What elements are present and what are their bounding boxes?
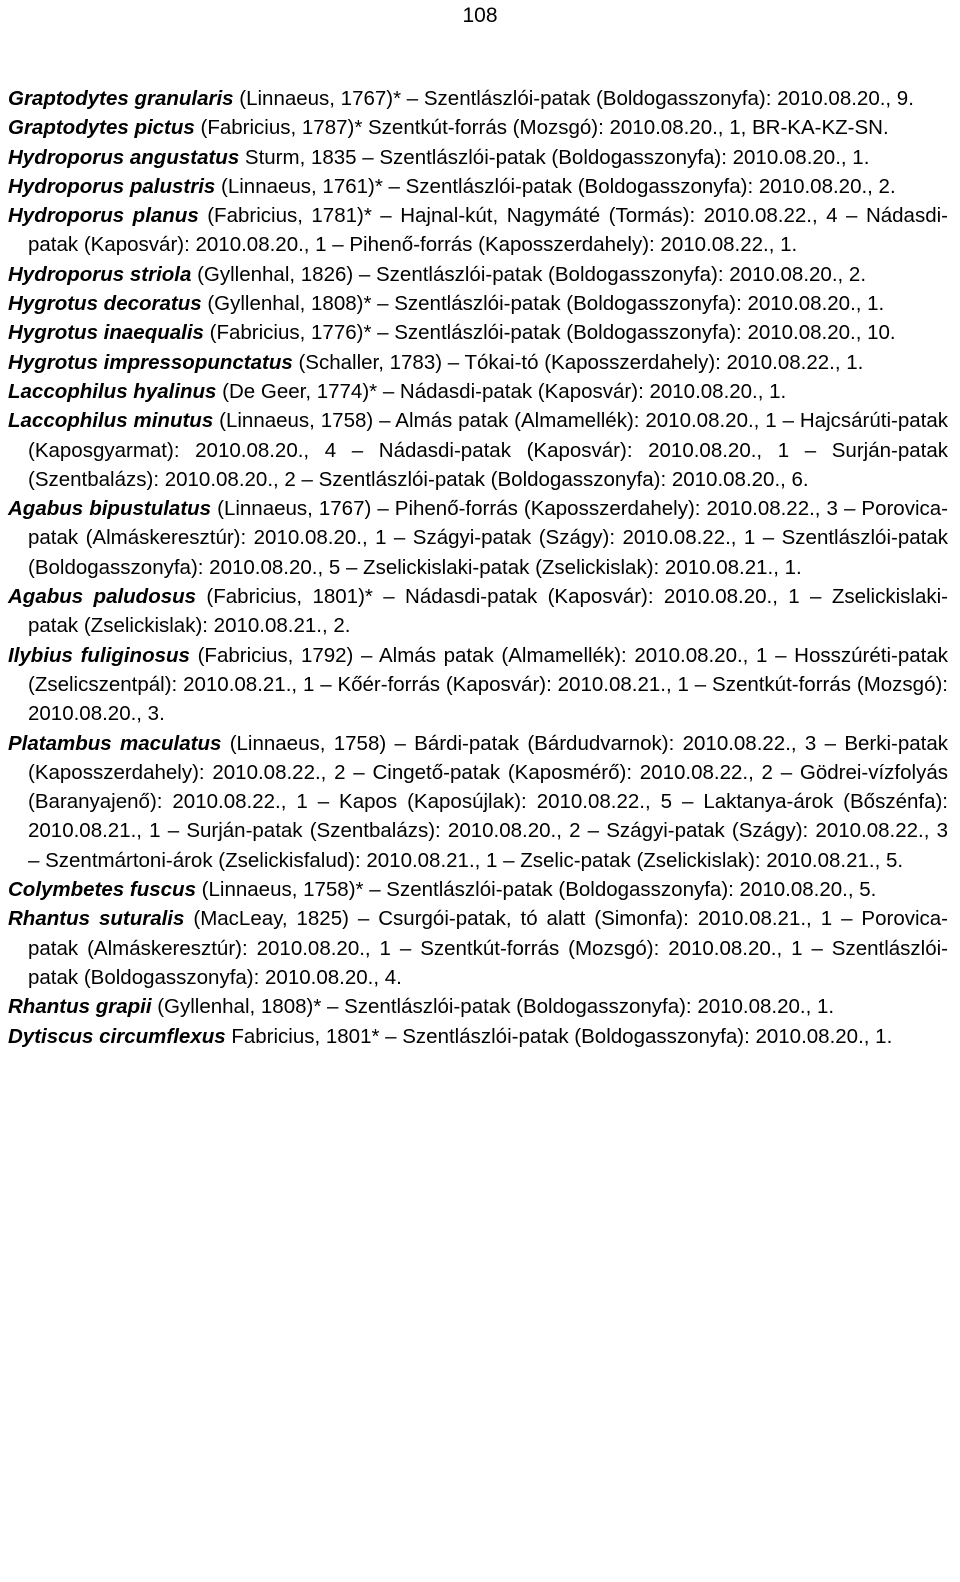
species-records: (De Geer, 1774)* – Nádasdi-patak (Kaposvár): 2010.08.20., 1. [216,379,787,403]
species-name: Ilybius fuliginosus [8,643,190,667]
species-records: (Fabricius, 1801)* – Nádasdi-patak (Kaposvár): 2010.08.20., 1 – Zselickislaki-patak (Zselickislak): 2010.08.21., 2. [28,585,948,638]
species-entry [8,113,948,142]
species-records: (Linnaeus, 1767)* – Szentlászlói-patak (Boldogasszonyfa): 2010.08.20., 9. [233,87,914,110]
species-name: Agabus bipustulatus [8,497,212,521]
species-name: Laccophilus hyalinus [8,379,217,403]
species-records: (MacLeay, 1825) – Csurgói-patak, tó alatt (Simonfa): 2010.08.21., 1 – Porovica-patak (Almáskeresztúr): 2010.08.20., 1 – Szentkút-forrás (Mozsgó): 2010.08.20., 1 – Szentlászlói-patak (Boldogasszonyfa): 2010.08.20., 4. [28,907,949,989]
species-entry [8,875,948,904]
species-name: Hydroporus palustris [8,174,216,198]
species-name: Graptodytes pictus [8,116,195,140]
species-records: (Gyllenhal, 1808)* – Szentlászlói-patak (Boldogasszonyfa): 2010.08.20., 1. [151,995,835,1019]
species-records: (Schaller, 1783) – Tókai-tó (Kaposszerdahely): 2010.08.22., 1. [292,350,864,374]
species-list [8,84,948,1051]
species-name: Dytiscus circumflexus [8,1024,226,1048]
species-records: (Fabricius, 1781)* – Hajnal-kút, Nagymáté (Tormás): 2010.08.22., 4 – Nádasdi-patak (Kaposvár): 2010.08.20., 1 – Pihenő-forrás (Kaposszerdahely): 2010.08.22., 1. [28,204,948,257]
species-name: Hydroporus angustatus [8,145,240,169]
species-entry [8,318,948,347]
species-records: (Fabricius, 1776)* – Szentlászlói-patak (Boldogasszonyfa): 2010.08.20., 10. [203,321,896,345]
species-entry [8,1022,948,1051]
species-records: (Linnaeus, 1761)* – Szentlászlói-patak (Boldogasszonyfa): 2010.08.20., 2. [215,174,896,198]
species-entry [8,201,948,260]
species-records: Fabricius, 1801* – Szentlászlói-patak (Boldogasszonyfa): 2010.08.20., 1. [225,1024,893,1048]
page-number: 108 [462,4,498,27]
species-records: (Linnaeus, 1767) – Pihenő-forrás (Kaposszerdahely): 2010.08.22., 3 – Porovica-patak (Almáskeresztúr): 2010.08.20., 1 – Szágyi-patak (Szágy): 2010.08.22., 1 – Szentlászlói-patak (Boldogasszonyfa): 2010.08.20., 5 – Zselickislaki-patak (Zselickislak): 2010.08.21., 1. [28,497,948,579]
species-entry [8,377,948,406]
species-entry [8,582,948,641]
species-entry [8,904,948,992]
species-records: (Gyllenhal, 1808)* – Szentlászlói-patak (Boldogasszonyfa): 2010.08.20., 1. [201,292,885,316]
species-records: Sturm, 1835 – Szentlászlói-patak (Boldogasszonyfa): 2010.08.20., 1. [239,145,870,169]
species-name: Hygrotus impressopunctatus [8,350,293,374]
species-name: Hygrotus inaequalis [8,321,204,345]
species-name: Hydroporus striola [8,262,192,286]
species-records: (Gyllenhal, 1826) – Szentlászlói-patak (Boldogasszonyfa): 2010.08.20., 2. [191,262,867,286]
species-name: Laccophilus minutus [8,409,214,433]
species-name: Graptodytes granularis [8,87,234,110]
species-entry [8,729,948,875]
species-records: (Linnaeus, 1758) – Almás patak (Almamellék): 2010.08.20., 1 – Hajcsárúti-patak (Kaposgyarmat): 2010.08.20., 4 – Nádasdi-patak (Kaposvár): 2010.08.20., 1 – Surján-patak (Szentbalázs): 2010.08.20., 2 – Szentlászlói-patak (Boldogasszonyfa): 2010.08.20., 6. [28,409,948,491]
species-name: Rhantus grapii [8,995,152,1019]
species-records: (Fabricius, 1792) – Almás patak (Almamellék): 2010.08.20., 1 – Hosszúréti-patak (Zselicszentpál): 2010.08.21., 1 – Kőér-forrás (Kaposvár): 2010.08.21., 1 – Szentkút-forrás (Mozsgó): 2010.08.20., 3. [28,643,948,726]
species-name: Rhantus suturalis [8,907,185,931]
species-entry [8,494,948,582]
species-entry [8,143,948,172]
species-records: (Linnaeus, 1758)* – Szentlászlói-patak (Boldogasszonyfa): 2010.08.20., 5. [195,878,877,902]
species-name: Agabus paludosus [8,585,197,609]
species-entry [8,641,948,729]
species-name: Colymbetes fuscus [8,878,196,902]
species-records: (Fabricius, 1787)* Szentkút-forrás (Mozsgó): 2010.08.20., 1, BR-KA-KZ-SN. [194,116,889,140]
species-entry [8,992,948,1021]
species-entry [8,260,948,289]
species-entry [8,172,948,201]
species-entry [8,406,948,494]
species-records: (Linnaeus, 1758) – Bárdi-patak (Bárdudvarnok): 2010.08.22., 3 – Berki-patak (Kaposszerdahely): 2010.08.22., 2 – Cingető-patak (Kaposmérő): 2010.08.22., 2 – Gödrei-vízfolyás (Baranyajenő): 2010.08.22., 1 – Kapos (Kaposújlak): 2010.08.22., 5 – Laktanya-árok (Bőszénfa): 2010.08.21., 1 – Surján-patak (Szentbalázs): 2010.08.20., 2 – Szágyi-patak (Szágy): 2010.08.22., 3 – Szentmártoni-árok (Zselickisfalud): 2010.08.21., 1 – Zselic-patak (Zselickislak): 2010.08.21., 5. [28,731,949,872]
species-name: Platambus maculatus [8,731,222,755]
species-name: Hygrotus decoratus [8,292,202,316]
species-entry [8,84,948,113]
species-entry [8,348,948,377]
species-name: Hydroporus planus [8,204,199,228]
species-entry [8,289,948,318]
